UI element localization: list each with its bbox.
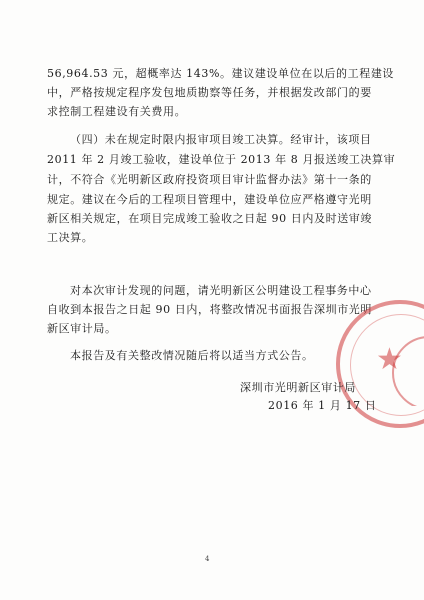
paragraph-2-line-2: 2011 年 2 月竣工验收，建设单位于 2013 年 8 月报送竣工决算审: [47, 153, 396, 166]
paragraph-1-line-2: 中，严格按规定程序发包地质勘察等任务，并根据发改部门的要: [47, 86, 372, 99]
side-stamp: [392, 336, 424, 406]
paragraph-2-line-6: 工决算。: [47, 231, 94, 244]
side-stamp-ring: [392, 336, 424, 406]
paragraph-2-line-1: （四）未在规定时限内报审项目竣工决算。经审计，该项目: [70, 133, 372, 146]
paragraph-4-line-1: 本报告及有关整改情况随后将以适当方式公告。: [70, 349, 314, 362]
paragraph-2-line-3: 计，不符合《光明新区政府投资项目审计监督办法》第十一条的: [47, 173, 372, 186]
paragraph-3-line-3: 新区审计局。: [47, 322, 117, 335]
paragraph-2-line-5: 新区相关规定，在项目完成竣工验收之日起 90 日内及时送审竣: [47, 212, 372, 225]
paragraph-2-line-4: 规定。建议在今后的工程项目管理中，建设单位应严格遵守光明: [47, 193, 372, 206]
signature-date: 2016 年 1 月 17 日: [268, 399, 377, 412]
page-number: 4: [205, 555, 210, 563]
paragraph-1-line-3: 求控制工程建设有关费用。: [47, 105, 187, 118]
paragraph-3-line-2: 自收到本报告之日起 90 日内，将整改情况书面报告深圳市光明: [47, 303, 372, 316]
signature-issuer: 深圳市光明新区审计局: [240, 381, 356, 394]
seal-star-icon: ★: [376, 342, 403, 377]
paragraph-3-line-1: 对本次审计发现的问题，请光明新区公明建设工程事务中心: [70, 284, 372, 297]
paragraph-1-line-1: 56,964.53 元，超概率达 143%。建议建设单位在以后的工程建设: [47, 67, 395, 80]
